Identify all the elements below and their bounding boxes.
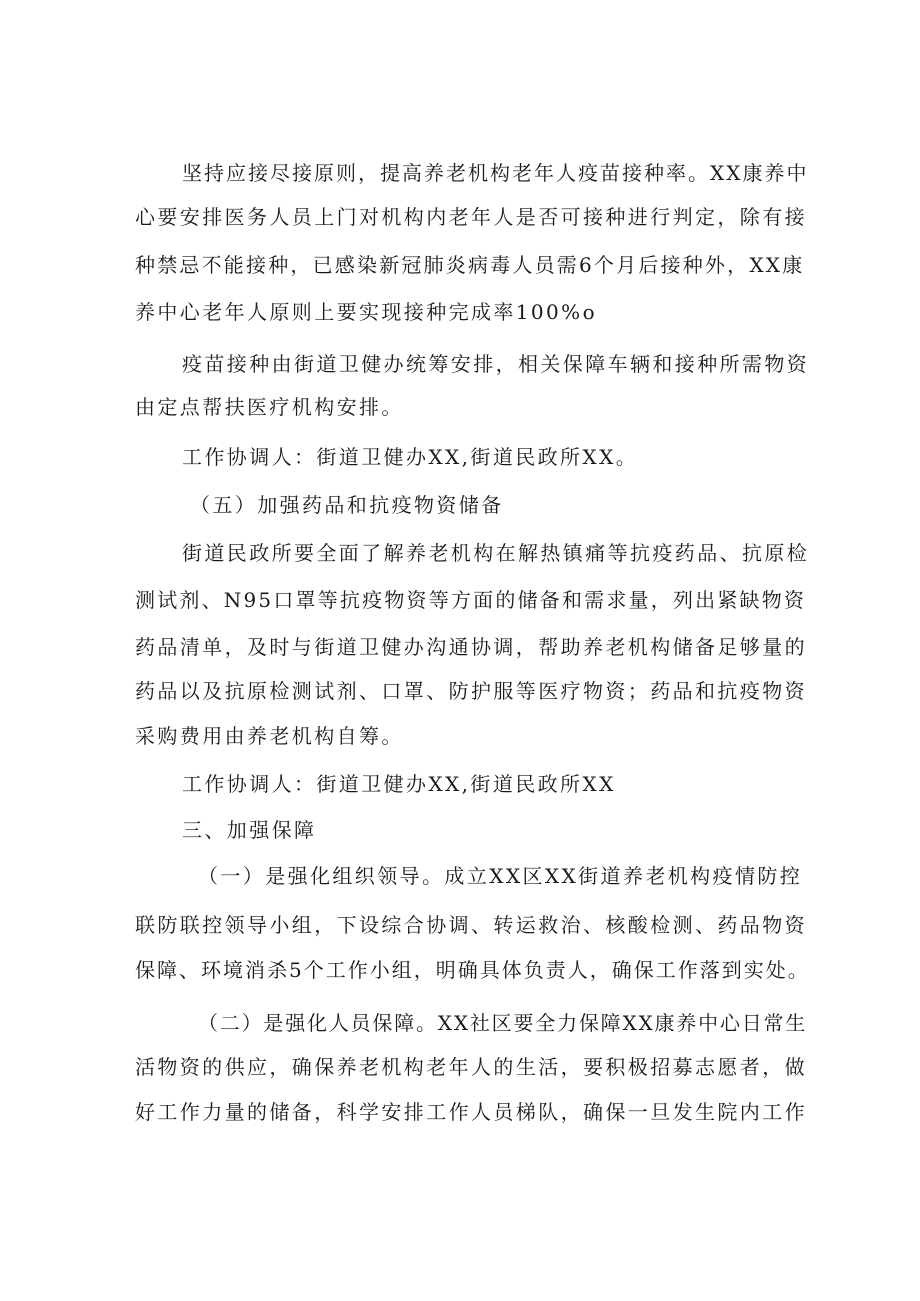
paragraph-line	[0, 341, 920, 387]
paragraph-line	[0, 624, 920, 670]
paragraph-line	[0, 713, 920, 759]
paragraph-line	[0, 150, 920, 196]
line-text: 街道民政所要全面了解养老机构在解热镇痛等抗疫药品、抗原检	[182, 541, 810, 565]
paragraph-line	[0, 384, 920, 430]
line-text: 坚持应接尽接原则，提高养老机构老年人疫苗接种率。XX康养中	[182, 161, 809, 185]
line-text: 测试剂、N95口罩等抗疫物资等方面的储备和需求量，列出紧缺物资	[135, 588, 807, 612]
paragraph-line	[0, 1044, 920, 1090]
line-text: 活物资的供应，确保养老机构老年人的生活，要积极招募志愿者，做	[135, 1055, 807, 1079]
line-text: 联防联控领导小组，下设综合协调、转运救治、核酸检测、药品物资	[135, 913, 807, 937]
line-text: 工作协调人：街道卫健办XX,街道民政所XX	[182, 772, 616, 796]
paragraph-line	[0, 853, 920, 899]
line-text: 疫苗接种由街道卫健办统筹安排，相关保障车辆和接种所需物资	[182, 352, 810, 376]
line-text: 由定点帮扶医疗机构安排。	[135, 395, 404, 419]
line-text: （二）是强化人员保障。XX社区要全力保障XX康养中心日常生	[198, 1011, 808, 1035]
paragraph-line	[0, 1089, 920, 1135]
line-text: 养中心老年人原则上要实现接种完成率100%o	[135, 300, 598, 324]
paragraph-line	[0, 668, 920, 714]
paragraph-line	[0, 242, 920, 288]
paragraph-line	[0, 194, 920, 240]
line-text: 采购费用由养老机构自筹。	[135, 724, 404, 748]
heading-text: （五）加强药品和抗疫物资储备	[190, 493, 504, 517]
paragraph-line	[0, 530, 920, 576]
heading-text: 三、加强保障	[182, 818, 317, 842]
paragraph-line	[0, 1000, 920, 1046]
paragraph-line	[0, 289, 920, 335]
line-text: 药品以及抗原检测试剂、口罩、防护服等医疗物资；药品和抗疫物资	[135, 679, 807, 703]
line-text: 工作协调人：街道卫健办XX,街道民政所XX。	[182, 445, 639, 469]
paragraph-line	[0, 947, 920, 993]
line-text: 种禁忌不能接种，已感染新冠肺炎病毒人员需6个月后接种外，XX康	[135, 253, 805, 277]
paragraph-line	[0, 902, 920, 948]
line-text: 心要安排医务人员上门对机构内老年人是否可接种进行判定，除有接	[135, 205, 807, 229]
section-heading	[0, 482, 920, 528]
paragraph-line	[0, 761, 920, 807]
paragraph-line	[0, 434, 920, 480]
line-text: （一）是强化组织领导。成立XX区XX街道养老机构疫情防控	[198, 864, 803, 888]
paragraph-line	[0, 577, 920, 623]
line-text: 保障、环境消杀5个工作小组，明确具体负责人，确保工作落到实处。	[135, 958, 810, 982]
line-text: 好工作力量的储备，科学安排工作人员梯队，确保一旦发生院内工作	[135, 1100, 807, 1124]
section-heading	[0, 807, 920, 853]
line-text: 药品清单，及时与街道卫健办沟通协调，帮助养老机构储备足够量的	[135, 635, 807, 659]
